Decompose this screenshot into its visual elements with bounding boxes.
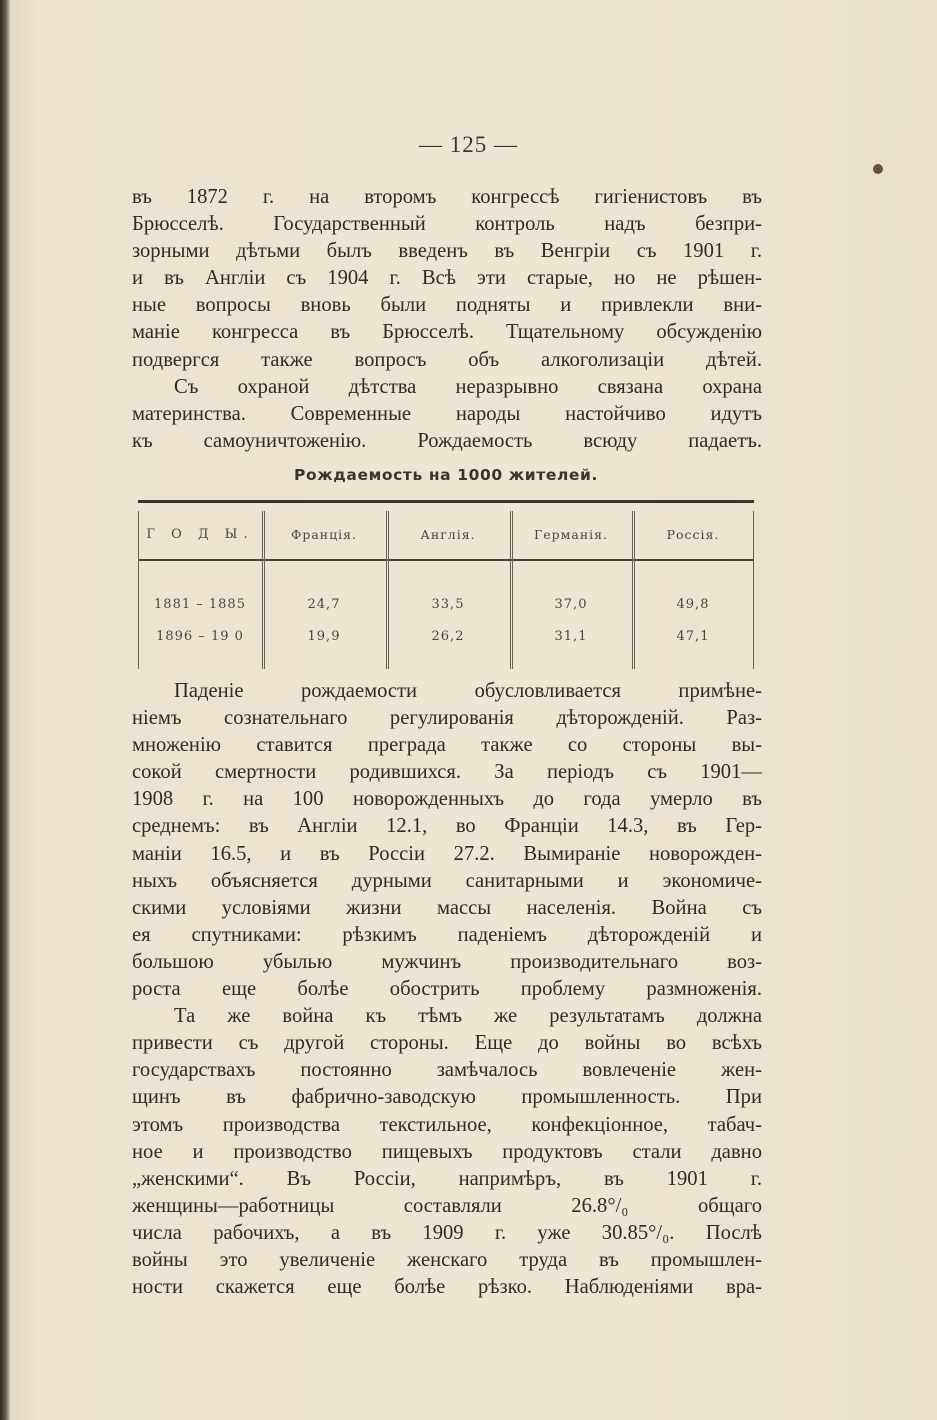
text-line: женщины—работницы составляли 26.8°/₀ общаго <box>132 1194 762 1217</box>
text-line: привести съ другой стороны. Еще до войны во всѣхъ <box>132 1032 762 1055</box>
table-cell: 31,1 <box>554 629 588 644</box>
header-years: Г О Д Ы. <box>146 527 254 542</box>
text-line: ея спутниками: рѣзкимъ паденіемъ дѣторожденій и <box>132 923 762 946</box>
text-line: числа рабочихъ, а въ 1909 г. уже 30.85°/₀. Послѣ <box>132 1221 762 1244</box>
table-cell: 33,5 <box>431 597 465 612</box>
table-cell: 19,9 <box>307 629 341 644</box>
text-line: „женскими“. Въ Россіи, напримѣръ, въ 1901 г. <box>132 1167 762 1190</box>
text-line: материнства. Современные народы настойчиво идутъ <box>132 402 762 425</box>
text-line: этомъ производства текстильное, конфекціонное, табач- <box>132 1113 762 1136</box>
table-cell: 24,7 <box>307 597 341 612</box>
page-number: — 125 — <box>419 132 518 157</box>
table-cell: 49,8 <box>676 597 710 612</box>
text-line: сокой смертности родившихся. За періодъ съ 1901— <box>132 761 762 784</box>
text-line: маніе конгресса въ Брюсселѣ. Тщательному обсужденію <box>132 321 762 344</box>
text-line: ное и производство пищевыхъ продуктовъ стали давно <box>132 1140 762 1163</box>
text-line: Съ охраной дѣтства неразрывно связана охрана <box>174 375 762 398</box>
header-france: Франція. <box>290 527 358 542</box>
text-line: среднемъ: въ Англіи 12.1, во Франціи 14.3, въ Гер- <box>132 815 762 838</box>
text-line: большою убылью мужчинъ производительнаго воз- <box>132 950 762 973</box>
text-line: ные вопросы вновь были подняты и привлекли вни- <box>132 294 762 317</box>
header-germany: Германія. <box>533 527 609 542</box>
text-line: Брюсселѣ. Государственный контроль надъ безпри- <box>132 213 762 236</box>
bottom-paragraph <box>132 678 762 1301</box>
header-england: Англія. <box>420 527 476 542</box>
table-cell: 1896 – 19 0 <box>156 629 244 644</box>
table-cell: 37,0 <box>554 597 588 612</box>
text-line: роста еще болѣе обострить проблему размноженія. <box>132 978 762 1001</box>
birth-rate-table <box>138 500 754 671</box>
header-russia: Россія. <box>666 527 720 542</box>
text-line: маніи 16.5, и въ Россіи 27.2. Вымираніе новорожден- <box>132 842 762 865</box>
table-cell: 26,2 <box>431 629 465 644</box>
text-line: зорными дѣтьми былъ введенъ въ Венгріи съ 1901 г. <box>132 240 762 263</box>
text-line: ныхъ объясняется дурными санитарными и экономиче- <box>132 869 762 892</box>
text-line: множенію ставится преграда также со стороны вы- <box>132 734 762 757</box>
text-line: 1908 г. на 100 новорожденныхъ до года умерло въ <box>132 788 762 811</box>
text-line: ніемъ сознательнаго регулированія дѣторожденій. Раз- <box>132 707 762 730</box>
text-line: и въ Англіи съ 1904 г. Всѣ эти старые, но не рѣшен- <box>132 267 762 290</box>
text-line: государствахъ постоянно замѣчалось вовлеченіе жен- <box>132 1059 762 1082</box>
table-cell: 47,1 <box>676 629 710 644</box>
text-line: Та же война къ тѣмъ же результатамъ должна <box>174 1005 762 1028</box>
top-paragraph <box>132 184 762 455</box>
ink-speck <box>873 164 883 174</box>
text-line: подвергся также вопросъ объ алкоголизаціи дѣтей. <box>132 348 762 371</box>
text-line: Паденіе рождаемости обусловливается примѣне- <box>174 680 762 702</box>
text-line: войны это увеличеніе женскаго труда въ промышлен- <box>132 1248 762 1271</box>
table-cell: 1881 – 1885 <box>154 597 246 612</box>
text-line: въ 1872 г. на второмъ конгрессѣ гигіенистовъ въ <box>132 186 762 208</box>
text-line: скими условіями жизни массы населенія. Война съ <box>132 896 762 919</box>
book-spine-shadow <box>0 0 10 1420</box>
text-line: щинъ въ фабрично-заводскую промышленность. При <box>132 1086 762 1109</box>
text-line: ности скажется еще болѣе рѣзко. Наблюденіями вра- <box>132 1276 762 1299</box>
table-title: Рождаемость на 1000 жителей. <box>294 466 598 484</box>
text-line: къ самоуничтоженію. Рождаемость всюду падаетъ. <box>132 429 762 452</box>
